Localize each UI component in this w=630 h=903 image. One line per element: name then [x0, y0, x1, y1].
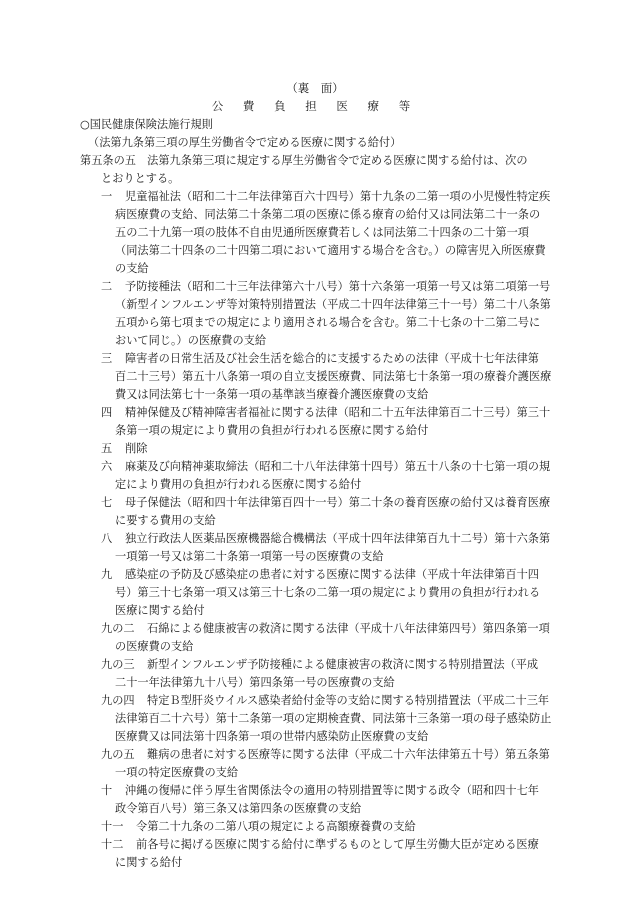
item-line: 医療費又は同法第十四条第一項の世帯内感染防止医療費の支給 — [115, 730, 429, 743]
item-line: 一項の特定医療費の支給 — [115, 766, 239, 779]
item-line: 病医療費の支給、同法第二十条第二項の医療に係る療育の給付又は同法第二十一条の — [115, 208, 541, 221]
item-line: 麻薬及び向精神薬取締法（昭和二十八年法律第十四号）第五十八条の十七第一項の規 — [125, 460, 551, 473]
item-line: 児童福祉法（昭和二十二年法律第百六十四号）第十九条の二第一項の小児慢性特定疾 — [125, 190, 551, 203]
item-line: 精神保健及び精神障害者福祉に関する法律（昭和二十五年法律第百二十三号）第三十 — [125, 406, 551, 419]
item-number: 七 — [101, 496, 113, 509]
item-line: 沖縄の復帰に伴う厚生省関係法令の適用の特別措置等に関する政令（昭和四十七年 — [125, 784, 539, 797]
item-number: 八 — [101, 532, 113, 545]
item-line: 障害者の日常生活及び社会生活を総合的に支援するための法律（平成十七年法律第 — [125, 352, 539, 365]
article-line: 第五条の五 法第九条第三項に規定する厚生労働省令で定める医療に関する給付は、次の — [80, 154, 528, 167]
item-line: 二十一年法律第九十八号）第四条第一号の医療費の支給 — [115, 676, 395, 689]
item-line: （新型インフルエンザ等対策特別措置法（平成二十四年法律第三十一号）第二十八条第 — [115, 298, 551, 311]
item-line: 前各号に掲げる医療に関する給付に準ずるものとして厚生労働大臣が定める医療 — [136, 838, 539, 851]
item-line: 号）第三十七条第一項又は第三十七条の二第一項の規定により費用の負担が行われる — [115, 586, 541, 599]
sub-heading: （法第九条第三項の厚生労働省令で定める医療に関する給付） — [88, 136, 402, 149]
item-line: おいて同じ。）の医療費の支給 — [115, 334, 267, 347]
item-line: 特定Ｂ型肝炎ウイルス感染者給付金等の支給に関する特別措置法（平成二十三年 — [147, 694, 550, 707]
item-number: 十 — [101, 784, 113, 797]
item-line: 母子保健法（昭和四十年法律第百四十一号）第二十条の養育医療の給付又は養育医療 — [125, 496, 551, 509]
item-line: 条第一項の規定により費用の負担が行われる医療に関する給付 — [115, 424, 429, 437]
item-number: 二 — [101, 280, 113, 293]
item-line: 定により費用の負担が行われる医療に関する給付 — [115, 478, 362, 491]
item-line: 独立行政法人医薬品医療機器総合機構法（平成十四年法律第百九十二号）第十六条第 — [125, 532, 551, 545]
item-line: の支給 — [115, 262, 149, 275]
item-line: に関する給付 — [115, 856, 183, 869]
item-line: 百二十三号）第五十八条第一項の自立支援医療費、同法第七十条第一項の療養介護医療 — [115, 370, 552, 383]
item-line: 五の二十九第一項の肢体不自由児通所医療費若しくは同法第二十四条の二十第一項 — [115, 226, 529, 239]
item-line: 新型インフルエンザ予防接種による健康被害の救済に関する特別措置法（平成 — [147, 658, 539, 671]
item-line: 一項第一号又は第二十条第一項第一号の医療費の支給 — [115, 550, 384, 563]
law-heading: ○国民健康保険法施行規則 — [80, 118, 213, 131]
item-number: 十一 — [101, 820, 124, 833]
item-number: 三 — [101, 352, 113, 365]
item-line: （同法第二十四条の二十四第二項において適用する場合を含む。）の障害児入所医療費 — [115, 244, 546, 257]
item-line: 費又は同法第七十一条第一項の基準該当療養介護医療費の支給 — [115, 388, 429, 401]
item-line: 医療に関する給付 — [115, 604, 205, 617]
item-line: 予防接種法（昭和二十三年法律第六十八号）第十六条第一項第一号又は第二項第一号 — [125, 280, 551, 293]
article-line: とおりとする。 — [101, 172, 180, 185]
item-line: 感染症の予防及び感染症の患者に対する医療に関する法律（平成十年法律第百十四 — [125, 568, 539, 581]
item-number: 六 — [101, 460, 113, 473]
item-number: 十二 — [101, 838, 124, 851]
item-number: 九の五 — [101, 748, 135, 761]
item-number: 五 — [101, 442, 113, 455]
item-line: 政令第百八号）第三条又は第四条の医療費の支給 — [115, 802, 362, 815]
item-line: 令第二十九条の二第八項の規定による高額療養費の支給 — [136, 820, 416, 833]
item-line: 法律第百二十六号）第十二条第一項の定期検査費、同法第十三条第一項の母子感染防止 — [115, 712, 552, 725]
page-side-label: （裏 面） — [286, 81, 344, 95]
item-line: 石綿による健康被害の救済に関する法律（平成十八年法律第四号）第四条第一項 — [147, 622, 550, 635]
item-line: 難病の患者に対する医療等に関する法律（平成二十六年法律第五十号）第五条第 — [147, 748, 550, 761]
item-number: 九の三 — [101, 658, 135, 671]
item-line: の医療費の支給 — [115, 640, 194, 653]
item-number: 一 — [101, 190, 113, 203]
item-line: 削除 — [125, 442, 148, 455]
document-title: 公 費 負 担 医 療 等 — [211, 99, 419, 113]
item-line: に要する費用の支給 — [115, 514, 216, 527]
item-number: 九の四 — [101, 694, 135, 707]
item-number: 九 — [101, 568, 113, 581]
item-number: 九の二 — [101, 622, 135, 635]
item-number: 四 — [101, 406, 113, 419]
item-line: 五項から第七項までの規定により適用される場合を含む。第二十七条の十二第二号に — [115, 316, 541, 329]
